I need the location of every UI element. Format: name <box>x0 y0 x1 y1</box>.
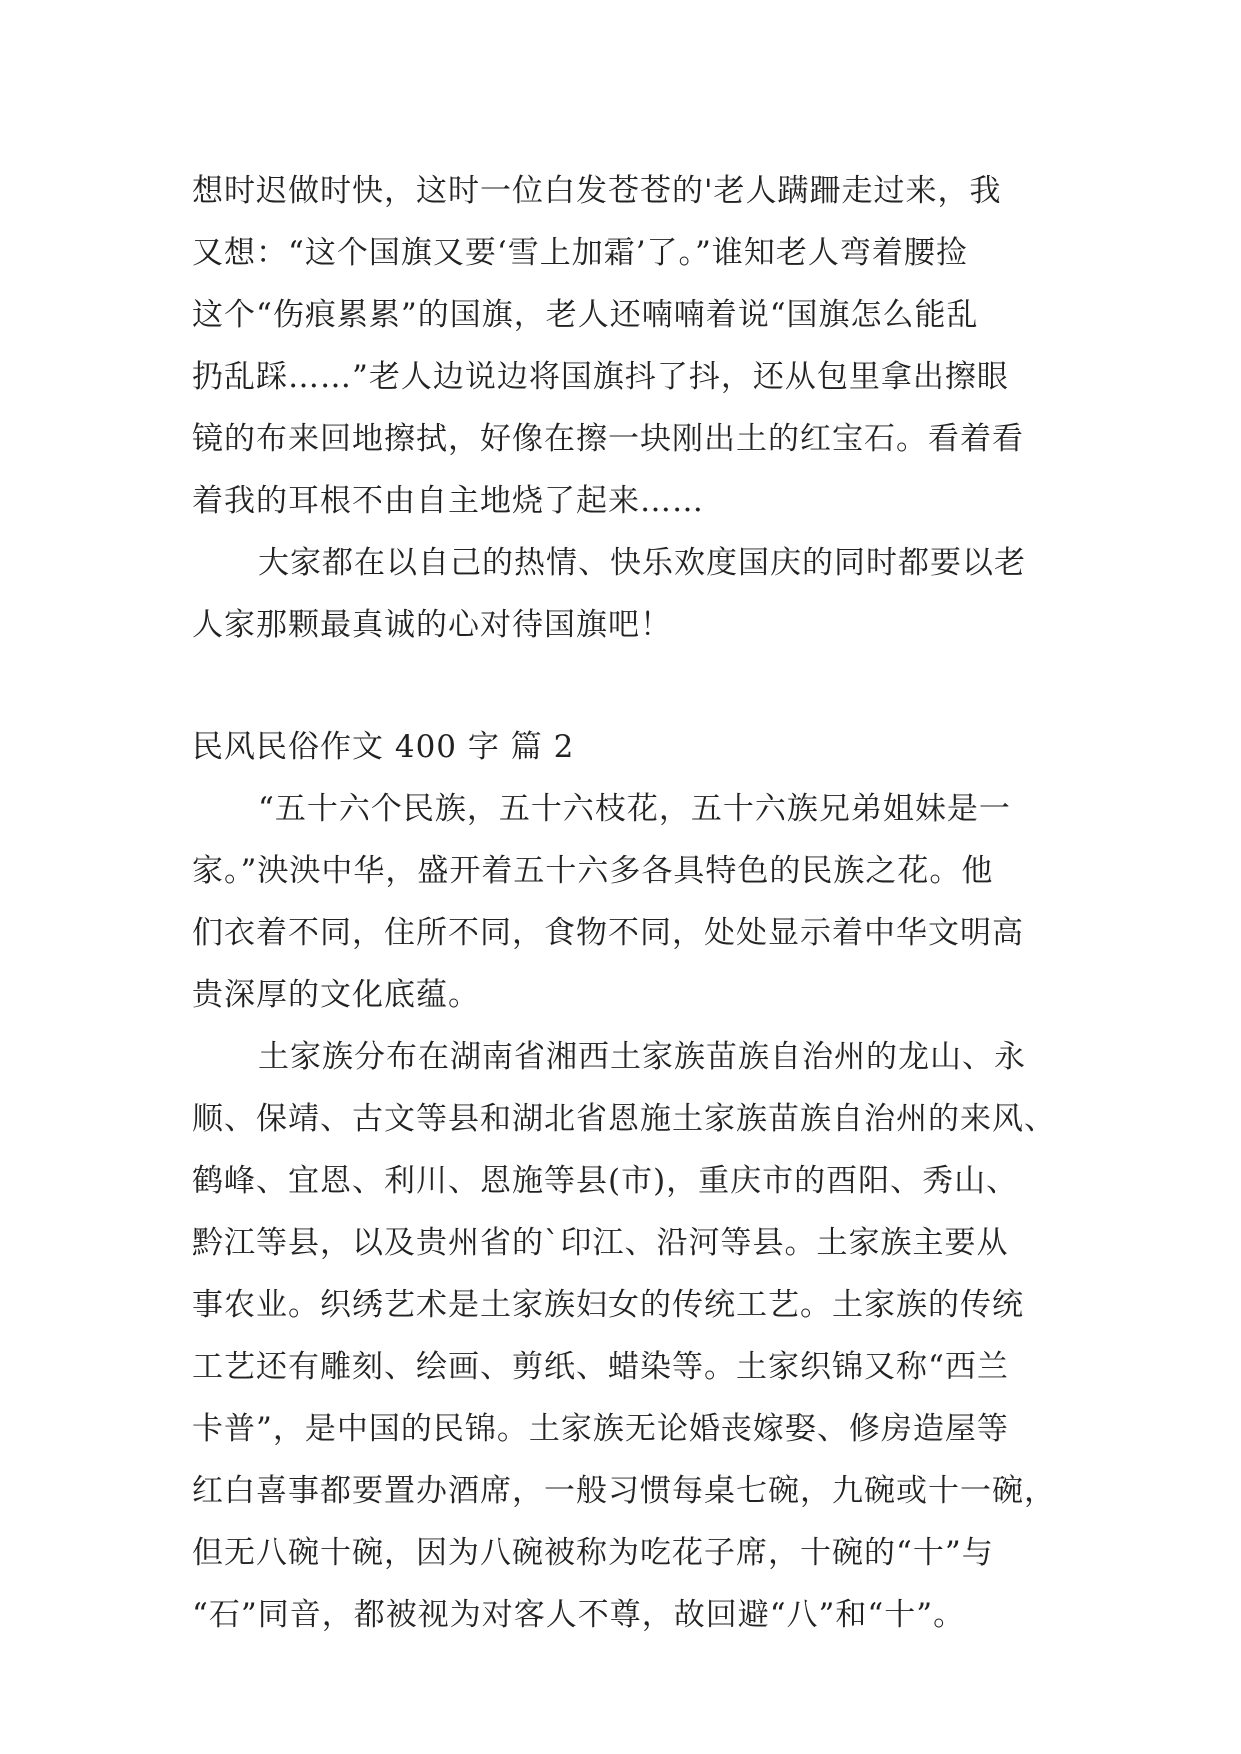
text-line: 事农业。织绣艺术是土家族妇女的传统工艺。土家族的传统 <box>192 1287 1024 1323</box>
paragraph-1 <box>192 160 1062 532</box>
text-line: 想时迟做时快，这时一位白发苍苍的'老人蹒跚走过来，我 <box>192 173 1002 209</box>
text-line: 工艺还有雕刻、绘画、剪纸、蜡染等。土家织锦又称“西兰 <box>192 1349 1009 1385</box>
document-page <box>192 160 1062 1646</box>
text-line: 大家都在以自己的热情、快乐欢度国庆的同时都要以老 <box>258 545 1026 581</box>
text-line: 们衣着不同，住所不同，食物不同，处处显示着中华文明高 <box>192 915 1024 951</box>
text-line: 黔江等县，以及贵州省的`印江、沿河等县。土家族主要从 <box>192 1225 1009 1261</box>
text-line: 但无八碗十碗，因为八碗被称为吃花子席，十碗的“十”与 <box>192 1535 994 1571</box>
section-paragraph-1 <box>192 778 1062 1026</box>
text-line: “五十六个民族，五十六枝花，五十六族兄弟姐妹是一 <box>258 791 1011 827</box>
text-line: “石”同音，都被视为对客人不尊，故回避“八”和“十”。 <box>192 1597 966 1633</box>
text-line: 又想：“这个国旗又要‘雪上加霜’了。”谁知老人弯着腰捡 <box>192 235 968 271</box>
text-line: 鹤峰、宜恩、利川、恩施等县(市)，重庆市的酉阳、秀山、 <box>192 1163 1019 1199</box>
text-line: 顺、保靖、古文等县和湖北省恩施土家族苗族自治州的来风、 <box>192 1101 1056 1137</box>
text-line: 卡普”，是中国的民锦。土家族无论婚丧嫁娶、修房造屋等 <box>192 1411 1009 1447</box>
section-paragraph-2 <box>192 1026 1062 1646</box>
text-line: 红白喜事都要置办酒席，一般习惯每桌七碗，九碗或十一碗， <box>192 1473 1056 1509</box>
text-line: 土家族分布在湖南省湘西土家族苗族自治州的龙山、永 <box>258 1039 1026 1075</box>
text-line: 扔乱踩……”老人边说边将国旗抖了抖，还从包里拿出擦眼 <box>192 359 1009 395</box>
text-line: 家。”泱泱中华，盛开着五十六多各具特色的民族之花。他 <box>192 853 994 889</box>
section-title: 民风民俗作文 400 字 篇 2 <box>192 729 575 765</box>
text-line: 这个“伤痕累累”的国旗，老人还喃喃着说“国旗怎么能乱 <box>192 297 979 333</box>
text-line: 镜的布来回地擦拭，好像在擦一块刚出土的红宝石。看着看 <box>192 421 1024 457</box>
text-line: 贵深厚的文化底蕴。 <box>192 977 480 1013</box>
text-line: 人家那颗最真诚的心对待国旗吧！ <box>192 607 672 643</box>
text-line: 着我的耳根不由自主地烧了起来…… <box>192 483 704 519</box>
paragraph-2 <box>192 532 1062 656</box>
